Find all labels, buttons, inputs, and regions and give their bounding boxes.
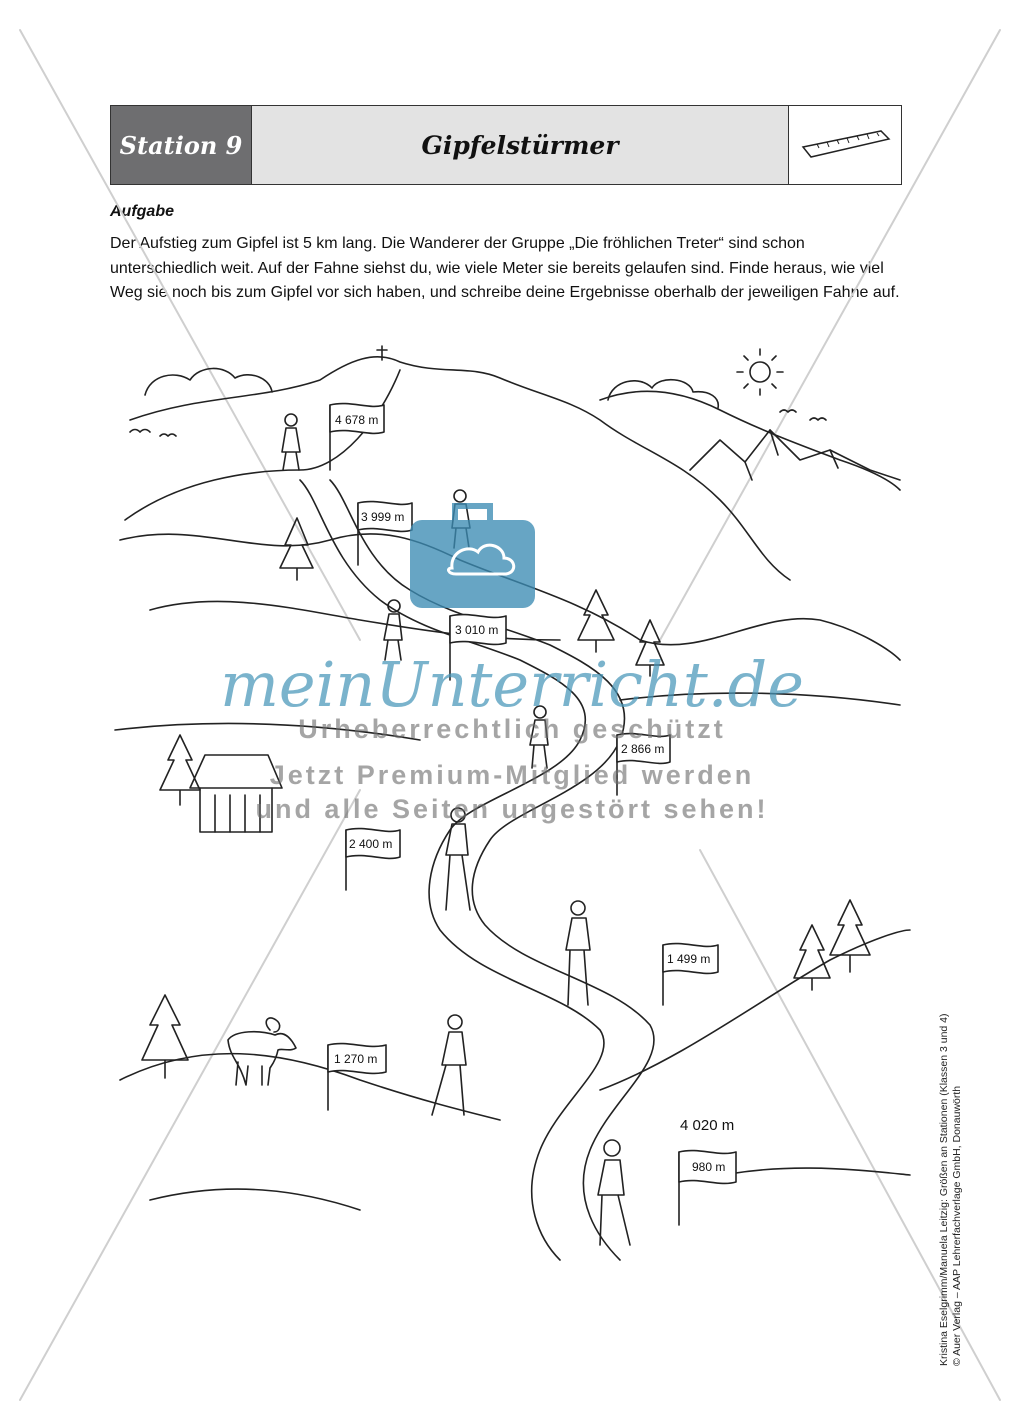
flag-label: 2 866 m [621,742,665,756]
copyright-notice [938,1013,964,1366]
flag-label: 1 499 m [667,952,711,966]
flag-label: 3 010 m [455,623,499,637]
flag-label: 980 m [692,1160,726,1174]
watermark-logo: meinUnterricht.de [220,648,804,721]
watermark-text: Jetzt Premium-Mitglied werden [269,760,755,790]
flag-label: 1 270 m [334,1052,378,1066]
copyright-line: © Auer Verlag – AAP Lehrerfachverlage GmbH, Donauwörth [951,1085,963,1366]
copyright-line: Kristina Eselgrimm/Manuela Leitzig: Größen an Stationen (Klassen 3 und 4) [938,1013,950,1366]
flag-label: 2 400 m [349,837,393,851]
watermark-logo-icon [410,506,535,608]
example-answer: 4 020 m [680,1117,735,1134]
page-title: Gipfelstürmer [251,106,789,184]
station-number: Station 9 [111,106,251,184]
flag-label: 3 999 m [361,510,405,524]
watermark-text: und alle Seiten ungestört sehen! [255,794,769,824]
task-label: Aufgabe [110,203,174,220]
watermark-text: Urheberrechtlich geschützt [298,714,726,744]
task-text: Der Aufstieg zum Gipfel ist 5 km lang. Die Wanderer der Gruppe „Die fröhlichen Treter“ sind schon unterschiedlich weit. Auf der Fahne siehst du, wie viele Meter sie bereits gelaufen sind. Finde heraus, wie viel Weg sie noch bis zum Gipfel vor sich haben, und schreibe deine Ergebnisse oberhalb der jeweiligen Fahne auf. [110,235,900,301]
flag-label: 4 678 m [335,413,379,427]
